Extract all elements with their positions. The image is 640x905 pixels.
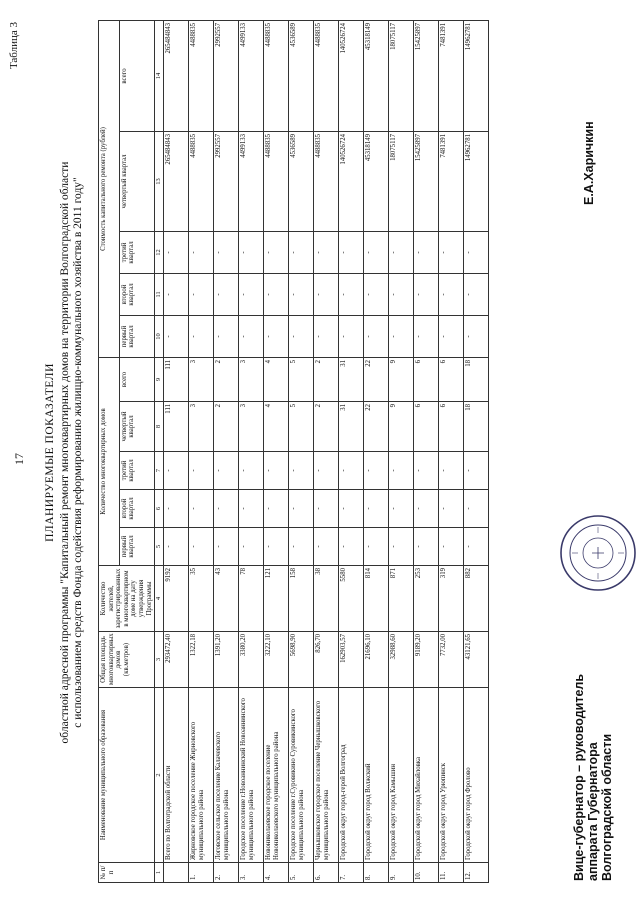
cell-residents: 9192 (164, 566, 189, 632)
cell-c1: - (289, 315, 314, 357)
col-index: 6 (155, 490, 164, 528)
cell-h2: - (264, 490, 289, 528)
cell-residents: 871 (389, 566, 414, 632)
cell-name: Городской округ город Волжский (364, 688, 389, 863)
header-area: Общая площадь многоквартирных домов (кв.метров) (99, 632, 155, 688)
cell-ct: 14962781 (464, 20, 489, 131)
header-cost-group: Стоимость капитального ремонта (рублей) (99, 20, 120, 357)
table-row (464, 20, 489, 882)
cell-h3: - (289, 452, 314, 490)
cell-c2: - (239, 273, 264, 315)
cell-residents: 38 (314, 566, 339, 632)
cell-no: 2. (214, 863, 239, 883)
header-name: Наименование муниципального образования (99, 688, 155, 863)
cell-residents: 5580 (339, 566, 364, 632)
col-index: 3 (155, 632, 164, 688)
cell-c1: - (364, 315, 389, 357)
cell-h4: 2 (214, 402, 239, 452)
cell-h4: 22 (364, 402, 389, 452)
cell-c4: 15425897 (414, 131, 439, 231)
cell-c4: 7481391 (439, 131, 464, 231)
signature-title (572, 674, 614, 881)
cell-area: 3380,20 (239, 632, 264, 688)
cell-residents: 43 (214, 566, 239, 632)
header-houses-q3: третий квартал (119, 452, 155, 490)
cell-h3: - (189, 452, 214, 490)
cell-name: Жирновское городское поселение Жирновского муниципального района (189, 688, 214, 863)
cell-h4: 2 (314, 402, 339, 452)
cell-c3: - (339, 231, 364, 273)
table-body (164, 20, 489, 882)
cell-name: Городской округ город Михайловка (414, 688, 439, 863)
cell-ht: 5 (289, 357, 314, 401)
cell-no: 10. (414, 863, 439, 883)
cell-ct: 18075117 (389, 20, 414, 131)
cell-h3: - (339, 452, 364, 490)
cell-c1: - (264, 315, 289, 357)
cell-h1: - (364, 528, 389, 566)
subtitle-line-1: областной адресной программы "Капитальный ремонт многоквартирных домов на территории Волгоградской области (59, 161, 71, 744)
column-index-row (155, 20, 164, 882)
cell-ht: 9 (389, 357, 414, 401)
cell-c2: - (164, 273, 189, 315)
cell-c1: - (164, 315, 189, 357)
heading: ПЛАНИРУЕМЫЕ ПОКАЗАТЕЛИ (44, 363, 56, 542)
cell-no: 4. (264, 863, 289, 883)
cell-h2: - (389, 490, 414, 528)
cell-c4: 2992557 (214, 131, 239, 231)
cell-area: 9189,20 (414, 632, 439, 688)
table-row (239, 20, 264, 882)
table-row (414, 20, 439, 882)
cell-c2: - (214, 273, 239, 315)
cell-h3: - (214, 452, 239, 490)
cell-h4: 111 (164, 402, 189, 452)
table-row (364, 20, 389, 882)
cell-residents: 158 (289, 566, 314, 632)
signature-line-2: аппарата Губернатора (586, 742, 600, 881)
cell-no: 11. (439, 863, 464, 883)
cell-c4: 4488835 (314, 131, 339, 231)
cell-h2: - (164, 490, 189, 528)
cell-c1: - (239, 315, 264, 357)
cell-residents: 814 (364, 566, 389, 632)
cell-c4: 45318149 (364, 131, 389, 231)
col-index: 12 (155, 231, 164, 273)
cell-ct: 2992557 (214, 20, 239, 131)
cell-h3: - (239, 452, 264, 490)
cell-area: 7732,00 (439, 632, 464, 688)
table-number: Таблица 3 (8, 22, 20, 70)
cell-area: 5698,90 (289, 632, 314, 688)
header-houses-q4: четвертый квартал (119, 402, 155, 452)
cell-area: 162903,57 (339, 632, 364, 688)
cell-area: 1391,20 (214, 632, 239, 688)
cell-h4: 4 (264, 402, 289, 452)
cell-name: Городское поселение г.Новоаннинский Новоаннинского муниципального района (239, 688, 264, 863)
cell-c2: - (264, 273, 289, 315)
cell-h1: - (214, 528, 239, 566)
cell-ht: 4 (264, 357, 289, 401)
document-title (44, 0, 85, 905)
header-cost-q1: первый квартал (119, 315, 155, 357)
cell-h4: 9 (389, 402, 414, 452)
cell-no: 3. (239, 863, 264, 883)
cell-h2: - (414, 490, 439, 528)
cell-ht: 22 (364, 357, 389, 401)
cell-no: 7. (339, 863, 364, 883)
cell-no: 1. (189, 863, 214, 883)
header-cost-q3: третий квартал (119, 231, 155, 273)
cell-ht: 6 (439, 357, 464, 401)
cell-c4: 14962781 (464, 131, 489, 231)
cell-h3: - (439, 452, 464, 490)
cell-ct: 4488835 (189, 20, 214, 131)
cell-ht: 2 (214, 357, 239, 401)
signature-line-3: Волгоградской области (600, 733, 614, 881)
table-row (314, 20, 339, 882)
cell-no (164, 863, 189, 883)
cell-c1: - (464, 315, 489, 357)
cell-h4: 3 (189, 402, 214, 452)
signature-line-1: Вице-губернатор – руководитель (572, 673, 586, 881)
cell-h3: - (314, 452, 339, 490)
cell-ht: 111 (164, 357, 189, 401)
table-row (339, 20, 364, 882)
cell-ct: 7481391 (439, 20, 464, 131)
col-index: 1 (155, 863, 164, 883)
cell-name: Чернышковское городское поселение Чернышковского муниципального района (314, 688, 339, 863)
cell-c3: - (289, 231, 314, 273)
col-index: 2 (155, 688, 164, 863)
cell-residents: 78 (239, 566, 264, 632)
cell-h3: - (264, 452, 289, 490)
col-index: 5 (155, 528, 164, 566)
col-index: 4 (155, 566, 164, 632)
cell-area: 3222,10 (264, 632, 289, 688)
cell-c4: 265484843 (164, 131, 189, 231)
cell-c1: - (214, 315, 239, 357)
cell-h4: 6 (414, 402, 439, 452)
page-number: 17 (12, 453, 26, 465)
cell-c4: 18075117 (389, 131, 414, 231)
cell-area: 32988,60 (389, 632, 414, 688)
cell-c2: - (389, 273, 414, 315)
header-houses-group: Количество многоквартирных домов (99, 357, 120, 565)
header-cost-q4: четвертый квартал (119, 131, 155, 231)
cell-h4: 18 (464, 402, 489, 452)
cell-ht: 6 (414, 357, 439, 401)
cell-h1: - (464, 528, 489, 566)
cell-h1: - (339, 528, 364, 566)
cell-h1: - (164, 528, 189, 566)
cell-h1: - (439, 528, 464, 566)
cell-name: Новониколаевское городское поселение Новониколаевского муниципального района (264, 688, 289, 863)
cell-c4: 4488835 (264, 131, 289, 231)
cell-h3: - (364, 452, 389, 490)
cell-ct: 4536589 (289, 20, 314, 131)
cell-h3: - (389, 452, 414, 490)
cell-ct: 15425897 (414, 20, 439, 131)
cell-c2: - (414, 273, 439, 315)
cell-h3: - (164, 452, 189, 490)
cell-h2: - (239, 490, 264, 528)
subtitle-line-2: с использованием средств Фонда содействия реформированию жилищно-коммунального хозяйства в 2011 году" (72, 177, 84, 728)
cell-c2: - (464, 273, 489, 315)
cell-ct: 4499133 (239, 20, 264, 131)
cell-c4: 140526724 (339, 131, 364, 231)
indicators-table (98, 20, 489, 883)
table-row (214, 20, 239, 882)
cell-ct: 4488835 (314, 20, 339, 131)
col-index: 11 (155, 273, 164, 315)
cell-c3: - (389, 231, 414, 273)
cell-h4: 5 (289, 402, 314, 452)
table-row (189, 20, 214, 882)
cell-c2: - (189, 273, 214, 315)
table-row (164, 20, 189, 882)
col-index: 14 (155, 20, 164, 131)
cell-area: 43121,65 (464, 632, 489, 688)
col-index: 8 (155, 402, 164, 452)
cell-name: Логовское сельское поселение Калачевского муниципального района (214, 688, 239, 863)
col-index: 10 (155, 315, 164, 357)
table-row (264, 20, 289, 882)
cell-name: Городской округ город-герой Волгоград (339, 688, 364, 863)
cell-h1: - (289, 528, 314, 566)
cell-name: Городской округ город Фролово (464, 688, 489, 863)
cell-residents: 35 (189, 566, 214, 632)
table-row (439, 20, 464, 882)
cell-c4: 4536589 (289, 131, 314, 231)
cell-residents: 253 (414, 566, 439, 632)
col-index: 13 (155, 131, 164, 231)
cell-c1: - (339, 315, 364, 357)
cell-h4: 6 (439, 402, 464, 452)
cell-ht: 18 (464, 357, 489, 401)
cell-ct: 4488835 (264, 20, 289, 131)
cell-no: 12. (464, 863, 489, 883)
cell-h1: - (264, 528, 289, 566)
cell-residents: 121 (264, 566, 289, 632)
cell-c3: - (189, 231, 214, 273)
cell-ct: 45318149 (364, 20, 389, 131)
cell-no: 9. (389, 863, 414, 883)
cell-h3: - (464, 452, 489, 490)
cell-area: 1322,18 (189, 632, 214, 688)
cell-h2: - (189, 490, 214, 528)
cell-h2: - (289, 490, 314, 528)
cell-h1: - (189, 528, 214, 566)
cell-no: 5. (289, 863, 314, 883)
cell-c2: - (364, 273, 389, 315)
cell-h1: - (314, 528, 339, 566)
header-cost-total: всего (119, 20, 155, 131)
cell-ht: 31 (339, 357, 364, 401)
official-seal-stamp (558, 513, 638, 593)
cell-area: 826,70 (314, 632, 339, 688)
cell-c2: - (314, 273, 339, 315)
col-index: 9 (155, 357, 164, 401)
signatory-name: Е.А.Харичкин (582, 121, 596, 205)
cell-residents: 319 (439, 566, 464, 632)
header-houses-total: всего (119, 357, 155, 401)
cell-ht: 3 (189, 357, 214, 401)
cell-c3: - (164, 231, 189, 273)
cell-name: Всего по Волгоградской области (164, 688, 189, 863)
table-row (289, 20, 314, 882)
header-houses-q2: второй квартал (119, 490, 155, 528)
cell-c1: - (389, 315, 414, 357)
cell-c3: - (239, 231, 264, 273)
cell-h2: - (214, 490, 239, 528)
cell-h1: - (239, 528, 264, 566)
cell-area: 21696,10 (364, 632, 389, 688)
cell-c1: - (189, 315, 214, 357)
cell-c1: - (439, 315, 464, 357)
cell-no: 8. (364, 863, 389, 883)
cell-c3: - (414, 231, 439, 273)
cell-h2: - (314, 490, 339, 528)
cell-c3: - (464, 231, 489, 273)
cell-h4: 3 (239, 402, 264, 452)
cell-h1: - (414, 528, 439, 566)
cell-ht: 2 (314, 357, 339, 401)
cell-ct: 140526724 (339, 20, 364, 131)
cell-name: Городской округ город Урюпинск (439, 688, 464, 863)
cell-name: Городское поселение г.Суровикино Суровикинского муниципального района (289, 688, 314, 863)
header-houses-q1: первый квартал (119, 528, 155, 566)
cell-ct: 265484843 (164, 20, 189, 131)
cell-h1: - (389, 528, 414, 566)
col-index: 7 (155, 452, 164, 490)
header-cost-q2: второй квартал (119, 273, 155, 315)
cell-c4: 4499133 (239, 131, 264, 231)
cell-c3: - (214, 231, 239, 273)
cell-h4: 31 (339, 402, 364, 452)
cell-h2: - (439, 490, 464, 528)
cell-c2: - (339, 273, 364, 315)
cell-c3: - (364, 231, 389, 273)
cell-ht: 3 (239, 357, 264, 401)
cell-h2: - (339, 490, 364, 528)
table-row (389, 20, 414, 882)
cell-c1: - (414, 315, 439, 357)
cell-h3: - (414, 452, 439, 490)
cell-c3: - (439, 231, 464, 273)
header-residents: Количество жителей, зарегистрированных в многоквартирном доме на дату утверждения Программы (99, 566, 155, 632)
cell-h2: - (364, 490, 389, 528)
cell-no: 6. (314, 863, 339, 883)
cell-c1: - (314, 315, 339, 357)
header-no: № п/п (99, 863, 155, 883)
cell-residents: 882 (464, 566, 489, 632)
cell-c4: 4488835 (189, 131, 214, 231)
cell-name: Городской округ город Камышин (389, 688, 414, 863)
cell-h2: - (464, 490, 489, 528)
cell-c3: - (314, 231, 339, 273)
cell-c2: - (439, 273, 464, 315)
cell-c2: - (289, 273, 314, 315)
cell-area: 293472,40 (164, 632, 189, 688)
cell-c3: - (264, 231, 289, 273)
